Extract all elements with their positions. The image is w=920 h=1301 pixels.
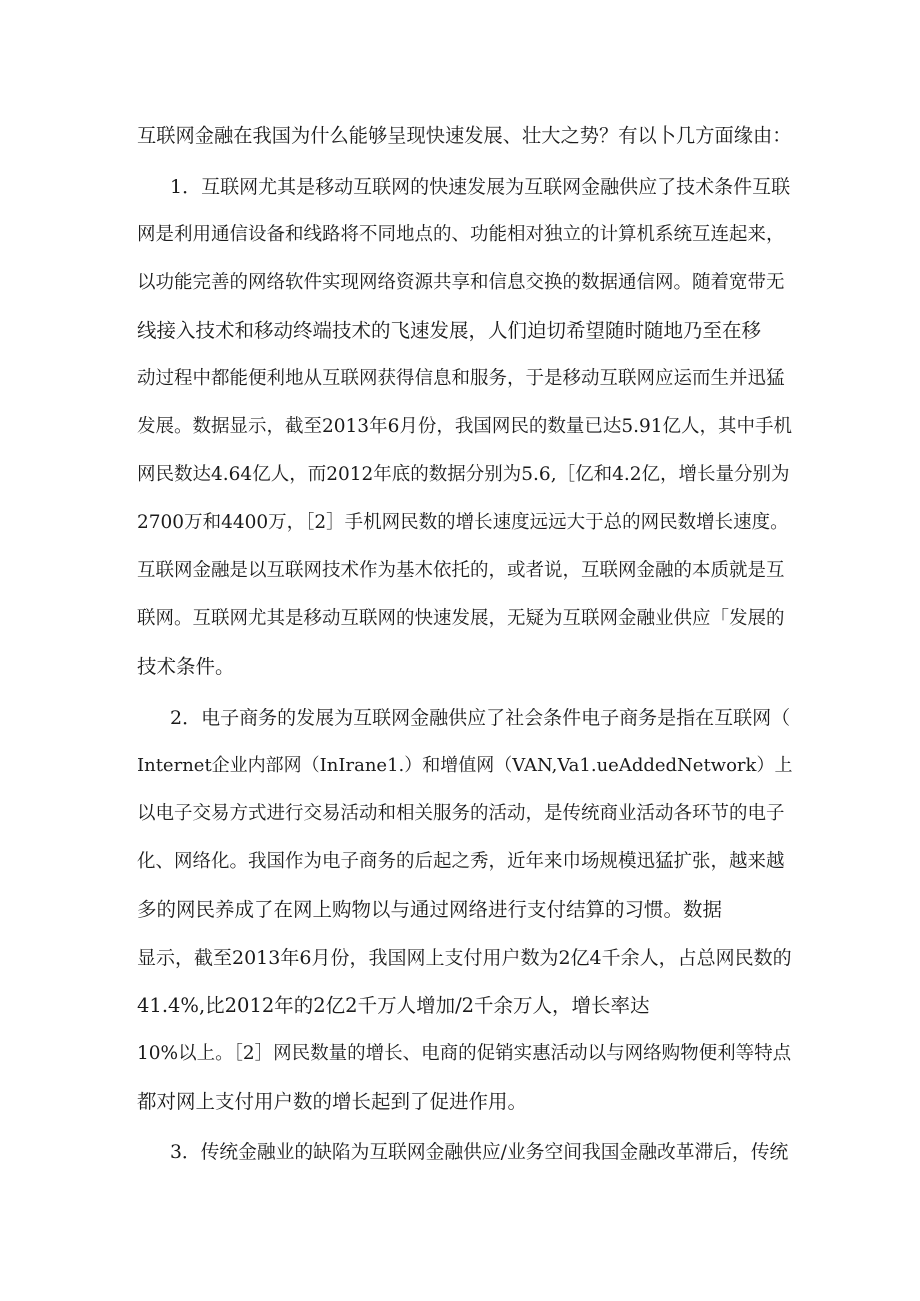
body-text-line: 联网。互联网尤其是移动互联网的快速发展，无疑为互联网金融业供应「发展的	[137, 608, 785, 629]
section-heading-3: 3．传统金融业的缺陷为互联网金融供应/业务空间我国金融改革滞后，传统	[170, 1142, 789, 1163]
body-text-line: Internet企业内部网（InIrane1.）和增值网（VAN,Va1.ueAddedNetwork）上	[137, 755, 793, 776]
body-text-line: 网是利用通信设备和线路将不同地点的、功能相对独立的计算机系统互连起来，	[137, 224, 785, 245]
body-text-line: 动过程中都能便利地从互联网获得信息和服务，于是移动互联网应运而生并迅猛	[137, 368, 785, 389]
body-text-line: 10%以上。［2］网民数量的增长、电商的促销实惠活动以与网络购物便利等特点	[137, 1043, 792, 1064]
body-text-line: 以电子交易方式进行交易活动和相关服务的活动，是传统商业活动各环节的电子	[137, 803, 785, 824]
body-text-line: 技术条件。	[137, 655, 235, 678]
body-text-line: 网民数达4.64亿人，而2012年底的数据分别为5.6,［亿和4.2亿，增长量分别为	[137, 464, 790, 485]
body-text-line: 都对网上支付用户数的增长起到了促进作用。	[137, 1090, 528, 1113]
section-heading-2: 2．电子商务的发展为互联网金融供应了社会条件电子商务是指在互联网（	[170, 707, 791, 729]
body-text-line: 线接入技术和移动终端技术的飞速发展，人们迫切希望随时随地乃至在移	[137, 319, 762, 342]
body-text-line: 化、网络化。我国作为电子商务的后起之秀，近年来巾场规模迅猛扩张，越来越	[137, 851, 785, 872]
body-text-line: 41.4%,比2012年的2亿2千万人增加/2千余万人，增长率达	[137, 994, 650, 1017]
body-text-line: 发展。数据显示，截至2013年6月份，我国网民的数量已达5.91亿人，其中手机	[137, 416, 793, 437]
body-text-line: 以功能完善的网络软件实现网络资源共享和信息交换的数据通信网。随着宽带无	[137, 272, 785, 293]
paragraph-intro: 互联网金融在我国为什么能够呈现快速发展、壮大之势？有以卜几方面缘由：	[137, 124, 792, 147]
section-heading-1: 1．互联网尤其是移动互联网的快速发展为互联网金融供应了技术条件互联	[170, 176, 791, 198]
body-text-line: 互联网金融是以互联网技术作为基木依托的，或者说，互联网金融的本质就是互	[137, 560, 785, 581]
body-text-line: 2700万和4400万，［2］手机网民数的增长速度远远大于总的网民数增长速度。	[137, 512, 789, 533]
body-text-line: 多的网民养成了在网上购物以与通过网络进行支付结算的习惯。数据	[137, 898, 723, 921]
body-text-line: 显示，截至2013年6月份，我国网上支付用户数为2亿4千余人，占总网民数的	[137, 947, 792, 969]
